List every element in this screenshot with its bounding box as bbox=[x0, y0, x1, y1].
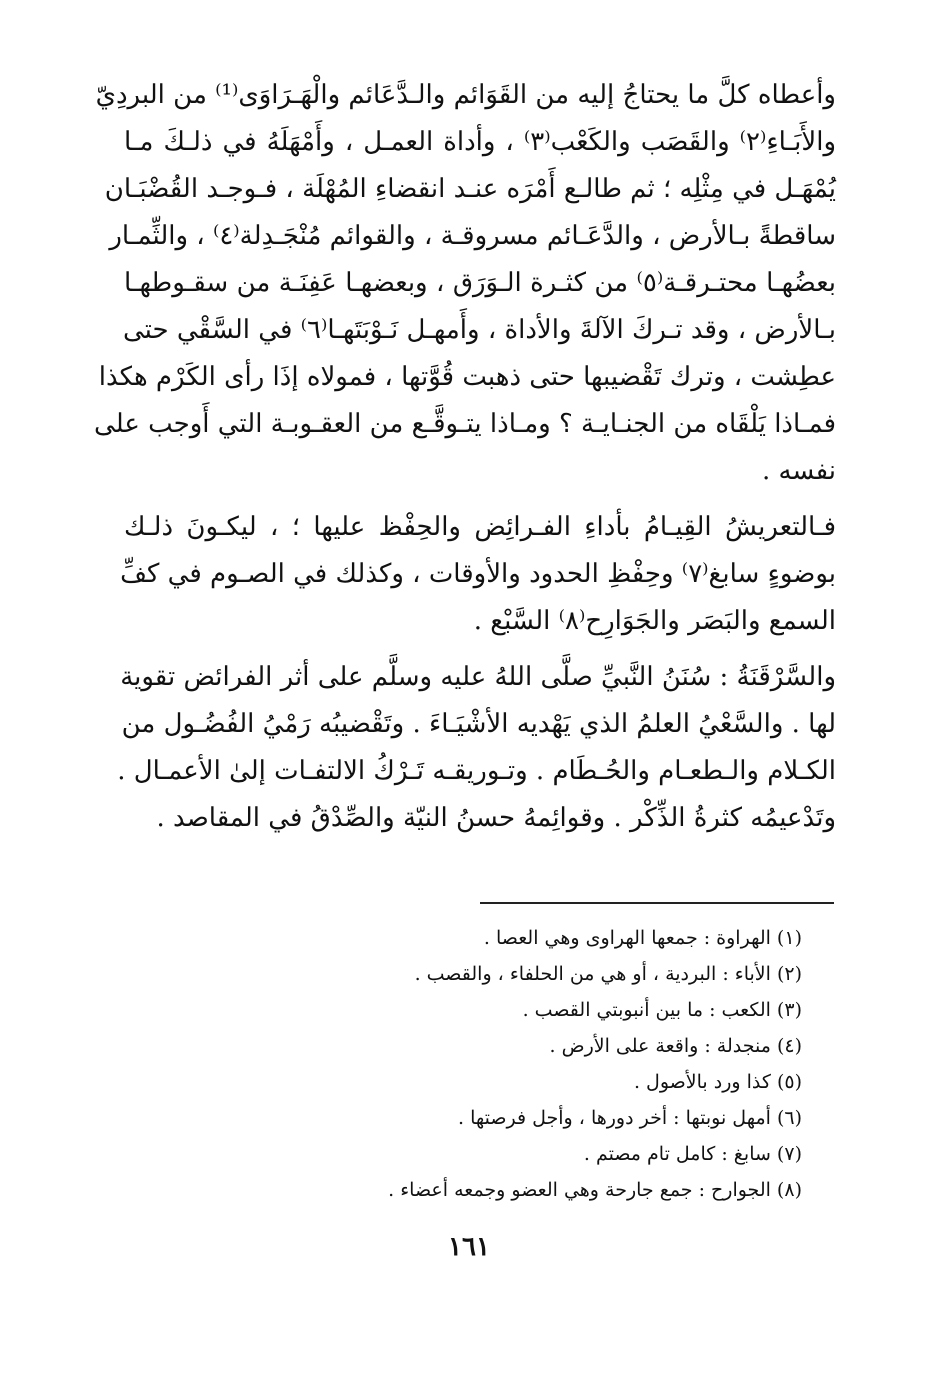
text-line: عطِشت ، وترك تَقْضيبها حتى ذهبت قُوَّتها ، فمولاه إذَا رأى الكَرْم هكذا bbox=[98, 362, 836, 392]
footnote: (٤) منجدلة : واقعة على الأرض . bbox=[549, 1035, 802, 1057]
footnotes bbox=[202, 920, 802, 1208]
footnote: (٦) أمهل نوبتها : أخر دورها ، وأجل فرصتها . bbox=[458, 1107, 802, 1129]
text-line: فمـاذا يَلْقَاه من الجنـايـة ؟ ومـاذا يتـوقَّـع من العقـوبـة التي أَوجب على bbox=[94, 409, 836, 439]
text-line: بـالأرض ، وقد تـركَ الآلةَ والأداة ، وأَمهـل نَـوْبَتَهـا⁽٦⁾ في السَّقْي حتى bbox=[123, 315, 836, 345]
text-line: والسَّرْقَنَةُ : سُنَنُ النَّبيِّ صلَّى اللهُ عليه وسلَّم على أثر الفرائض تقوية bbox=[120, 662, 836, 692]
footnote: (٢) الأباء : البردية ، أو هي من الحلفاء ، والقصب . bbox=[414, 963, 802, 985]
paragraph-1 bbox=[94, 72, 836, 495]
main-text bbox=[94, 72, 836, 842]
page-number: ١٦١ bbox=[448, 1232, 490, 1262]
text-line: السمع والبَصَر والجَوَارِح⁽٨⁾ السَّبْع . bbox=[473, 606, 836, 636]
paragraph-3 bbox=[117, 654, 836, 842]
footnote: (٨) الجوارح : جمع جارحة وهي العضو وجمعه أعضاء . bbox=[388, 1179, 802, 1201]
footnote-separator bbox=[480, 902, 834, 904]
footnote: (٧) سابغ : كامل تام مصتم . bbox=[583, 1143, 802, 1165]
text-line: نفسه . bbox=[761, 456, 836, 486]
text-line: الكـلام والـطعـام والحُـطَام . وتـوريقـه تَـرْكُ الالتفـات إلىٰ الأعمـال . bbox=[117, 756, 836, 786]
text-line: لها . والسَّعْيُ العلمُ الذي يَهْديه الأشْيَـاءَ . وتَقْضيبُه رَمْيُ الفُضُـول من bbox=[121, 709, 836, 739]
text-line: بعضُهـا محتـرقـة⁽٥⁾ من كثـرة الـوَرَق ، وبعضهـا عَفِنَـة من سقـوطهـا bbox=[124, 268, 836, 298]
footnote: (١) الهراوة : جمعها الهراوى وهي العصا . bbox=[483, 927, 802, 949]
footnote: (٥) كذا ورد بالأصول . bbox=[633, 1071, 802, 1093]
text-line: فـالتعريشُ القِيـامُ بأداءِ الفـرائِض والحِفْظ عليها ؛ ، ليكـونَ ذلـك bbox=[124, 512, 836, 542]
paragraph-gap bbox=[124, 495, 836, 504]
paragraph-2 bbox=[120, 504, 836, 645]
text-line: وأعطاه كلَّ ما يحتاجُ إليه من القَوَائم والـدَّعَائم والْهَـرَاوَى⁽¹⁾ من البردِيّ bbox=[95, 80, 836, 110]
text-line: وتَدْعيمُه كثرةُ الذِّكْر . وقوائِمهُ حسنُ النيّة والصِّدْقُ في المقاصد . bbox=[156, 803, 836, 833]
paragraph-gap bbox=[124, 645, 836, 654]
text-line: والأَبَـاءِ⁽٢⁾ والقَصَب والكَعْب⁽٣⁾ ، وأداة العمـل ، وأَمْهَلَهُ في ذلـكَ مـا bbox=[124, 127, 836, 157]
text-line: يُمْهَـل في مِثْلِه ؛ ثم طالـع أَمْرَه عنـد انقضاءِ المُهْلَة ، فـوجـد القُضْبَـان bbox=[104, 174, 836, 204]
text-line: بوضوءٍ سابغ⁽٧⁾ وحِفْظِ الحدود والأوقات ، وكذلك في الصـوم في كفِّ bbox=[120, 559, 836, 589]
footnote: (٣) الكعب : ما بين أنبوبتي القصب . bbox=[522, 999, 802, 1021]
text-line: ساقطةً بـالأرض ، والدَّعَـائم مسروقـة ، والقوائم مُنْجَـدِلة⁽٤⁾ ، والثِّمـار bbox=[109, 221, 836, 251]
